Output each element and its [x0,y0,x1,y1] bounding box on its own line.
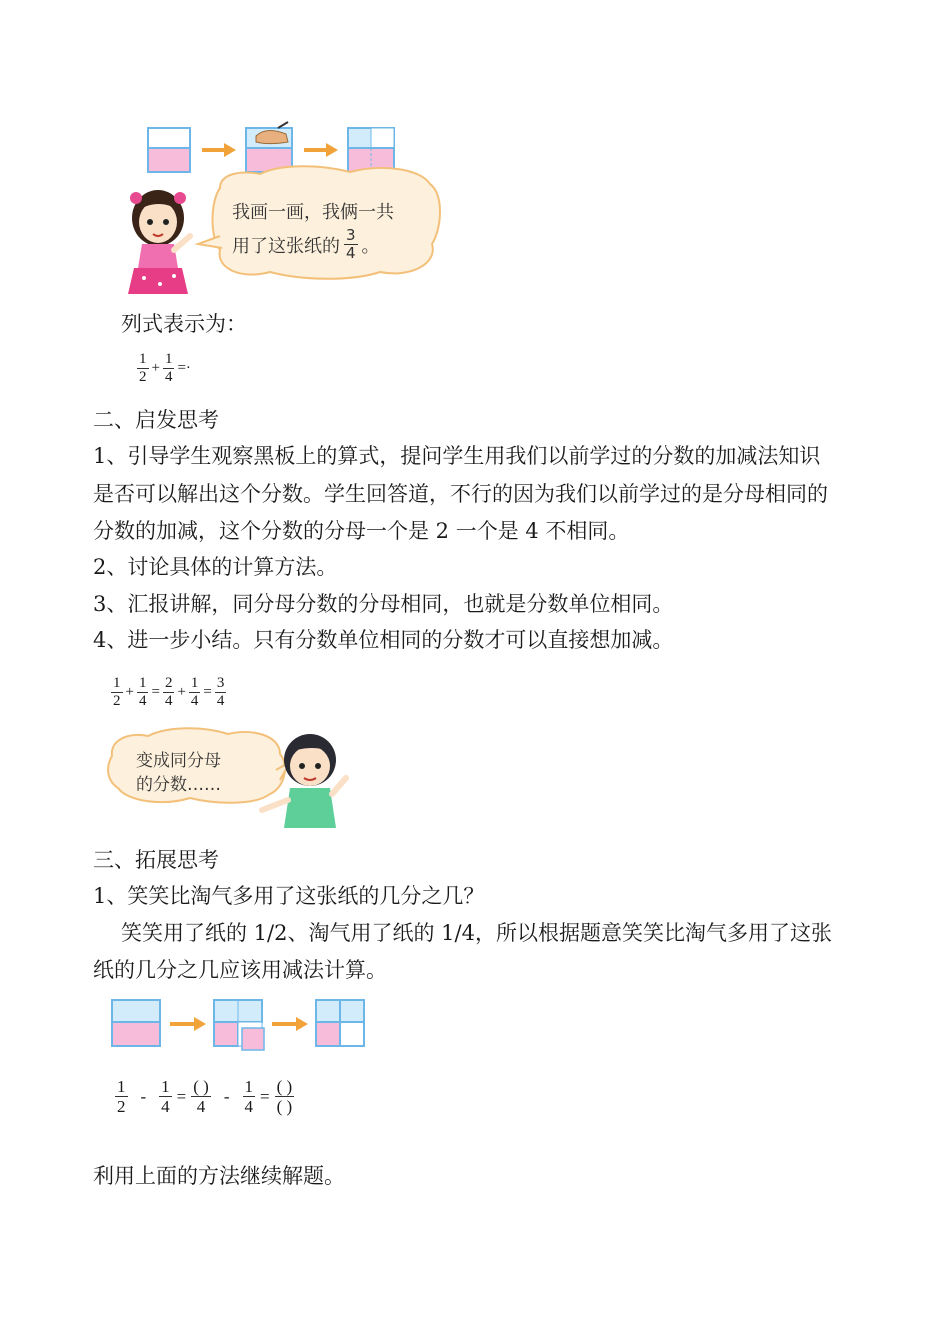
fraction-numerator: 1 [117,1077,126,1096]
fraction-denominator: 2 [113,693,121,709]
minus-sign: - [223,1086,230,1106]
paragraph-2-1-line1: 1、引导学生观察黑板上的算式，提问学生用我们以前学过的分数的加减法知识 [93,444,821,468]
bubble-text-line2 [232,228,380,261]
fraction [115,1078,128,1115]
fraction-one-half [137,352,149,385]
fraction-denominator: 4 [196,1097,206,1116]
equation-subtraction [114,1078,295,1115]
paragraph-2-1-line2: 是否可以解出这个分数。学生回答道，不行的因为我们以前学过的是分母相同的 [93,482,828,506]
fraction-denominator: 4 [216,693,225,709]
answer-3-1-line1: 笑笑用了纸的 1/2、淘气用了纸的 1/4，所以根据题意笑笑比淘气多用了这张 [121,921,832,945]
figure-3-drawing [104,994,374,1056]
question-3-1: 1、笑笑比淘气多用了这张纸的几分之几？ [93,884,485,908]
fraction-numerator: 2 [164,675,173,691]
equals-sign: = [260,1086,270,1106]
fraction-denominator: 4 [164,693,173,709]
fraction-one-quarter [163,352,175,385]
equals-sign: = [151,684,160,700]
figure-paper-folding-2 [104,994,374,1056]
bubble-text-line1: 我画一画，我俩一共 [232,202,394,223]
answer-3-1-line2: 纸的几分之几应该用减法计算。 [93,958,387,982]
minus-sign: - [140,1086,147,1106]
fraction-numerator: ( ) [276,1077,293,1096]
section-heading-2: 二、启发思考 [93,408,219,432]
fraction-denominator: 2 [117,1097,126,1116]
paragraph-lishi: 列式表示为： [121,312,247,336]
fraction-numerator: 1 [139,351,147,367]
fraction-denominator: 4 [138,693,147,709]
fraction-blank [275,1078,295,1115]
fraction-denominator: 4 [190,693,199,709]
fraction-numerator: ( ) [193,1077,209,1096]
fraction-denominator: 2 [139,369,147,385]
fraction-numerator: 3 [216,675,225,691]
equals-sign: = [176,1086,187,1106]
paragraph-2-1-line3: 分数的加减，这个分数的分母一个是 2 一个是 4 不相同。 [93,519,630,543]
closing-paragraph: 利用上面的方法继续解题。 [93,1164,345,1188]
fraction-numerator: 1 [244,1077,254,1096]
equals-sign: =· [177,360,191,376]
bubble-text-line1: 变成同分母 [136,751,221,771]
bubble-text-suffix: 。 [361,235,380,257]
plus-sign: + [177,684,186,700]
bubble-text-line2: 的分数…… [136,775,221,795]
figure-paper-folding-1 [120,118,450,296]
fraction [243,1078,256,1115]
fraction-numerator: 1 [164,351,173,367]
figure-common-denominator [104,670,356,830]
bubble-text-prefix: 用了这张纸的 [232,235,340,257]
equals-sign: = [203,684,212,700]
fraction-numerator: 1 [161,1077,170,1096]
fraction-denominator: ( ) [276,1097,293,1116]
paragraph-2-4: 4、进一步小结。只有分数单位相同的分数才可以直接想加减。 [93,628,674,652]
paragraph-2-3: 3、汇报讲解，同分母分数的分母相同，也就是分数单位相同。 [93,592,674,616]
section-heading-3: 三、拓展思考 [93,848,219,872]
fraction-denominator: 4 [164,369,173,385]
paragraph-2-2: 2、讨论具体的计算方法。 [93,555,338,579]
fraction-numerator: 1 [138,675,147,691]
fraction-denominator: 4 [161,1097,170,1116]
plus-sign: + [151,360,160,376]
fraction-denominator: 4 [346,244,356,262]
fraction-numerator: 1 [190,675,199,691]
fraction-denominator: 4 [244,1097,254,1116]
fraction-blank [191,1078,211,1115]
fraction-numerator: 1 [113,675,121,691]
fraction-three-quarters [344,228,358,261]
equation-half-plus-quarter [136,352,193,385]
plus-sign: + [125,684,134,700]
fraction [159,1078,172,1115]
fraction-numerator: 3 [346,226,356,244]
